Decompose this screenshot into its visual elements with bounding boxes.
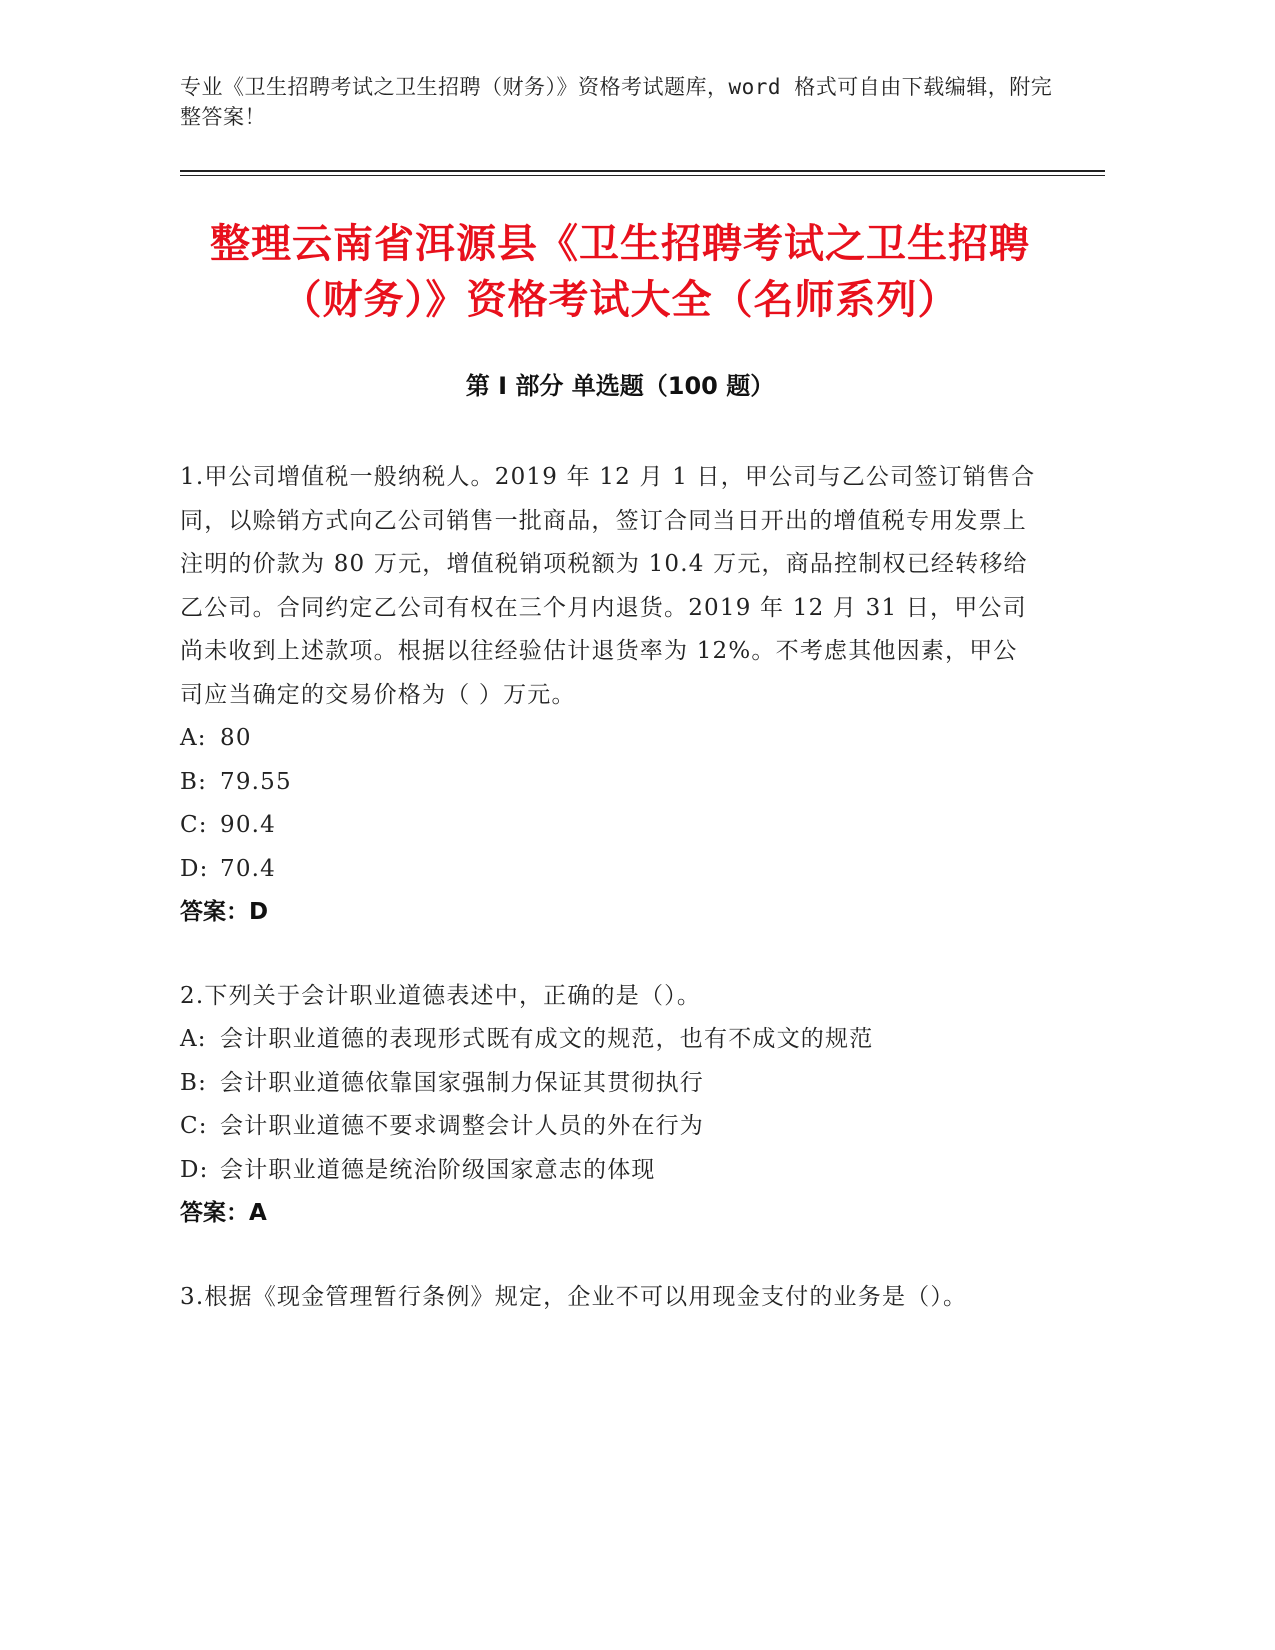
option-letter: D: [180,855,209,882]
option-c [180,804,1040,848]
answer: 答案：A [180,1200,267,1226]
section-heading: 第 I 部分 单选题（100 题） [465,372,775,400]
header-divider-thin [180,175,1105,176]
option-b [180,761,1040,805]
option-a [180,1018,1040,1062]
header-note: 专业《卫生招聘考试之卫生招聘（财务）》资格考试题库，word 格式可自由下载编辑，附完整答案！ [180,75,1053,129]
question-2 [180,975,1040,1236]
question-3 [180,1276,1040,1320]
option-text: 会计职业道德依靠国家强制力保证其贯彻执行 [220,1069,704,1096]
question-stem: 1.甲公司增值税一般纳税人。2019 年 12 月 1 日，甲公司与乙公司签订销售合同，以赊销方式向乙公司销售一批商品，签订合同当日开出的增值税专用发票上注明的价款为 80 万元，增值税销项税额为 10.4 万元，商品控制权已经转移给乙公司。合同约定乙公司有权在三个月内退货。2019 年 12 月 31 日，甲公司尚未收到上述款项。根据以往经验估计退货率为 12%。不考虑其他因素，甲公司应当确定的交易价格为（ ）万元。 [180,464,1036,708]
header-divider-thick [180,170,1105,172]
answer: 答案：D [180,899,269,925]
option-letter: A: [180,725,207,751]
option-text: 70.4 [220,855,277,882]
document-title: 整理云南省洱源县《卫生招聘考试之卫生招聘（财务）》资格考试大全（名师系列） [210,221,1030,323]
option-text: 会计职业道德是统治阶级国家意志的体现 [220,1156,656,1183]
option-text: 会计职业道德的表现形式既有成文的规范，也有不成文的规范 [220,1026,874,1052]
option-a [180,717,1040,761]
option-letter: C: [180,812,208,838]
option-text: 90.4 [220,812,277,838]
question-stem: 2.下列关于会计职业道德表述中，正确的是（）。 [180,982,702,1009]
option-letter: B: [180,1069,208,1096]
question-list [180,456,1040,1359]
option-text: 79.55 [220,768,292,795]
option-d [180,1149,1040,1193]
option-c [180,1105,1040,1149]
option-letter: B: [180,768,208,795]
option-text: 80 [220,725,252,751]
question-1 [180,456,1040,935]
option-letter: D: [180,1156,209,1183]
option-text: 会计职业道德不要求调整会计人员的外在行为 [220,1113,704,1139]
option-b [180,1062,1040,1106]
question-stem: 3.根据《现金管理暂行条例》规定，企业不可以用现金支付的业务是（）。 [180,1283,968,1310]
option-d [180,848,1040,892]
option-letter: A: [180,1026,207,1052]
option-letter: C: [180,1113,208,1139]
